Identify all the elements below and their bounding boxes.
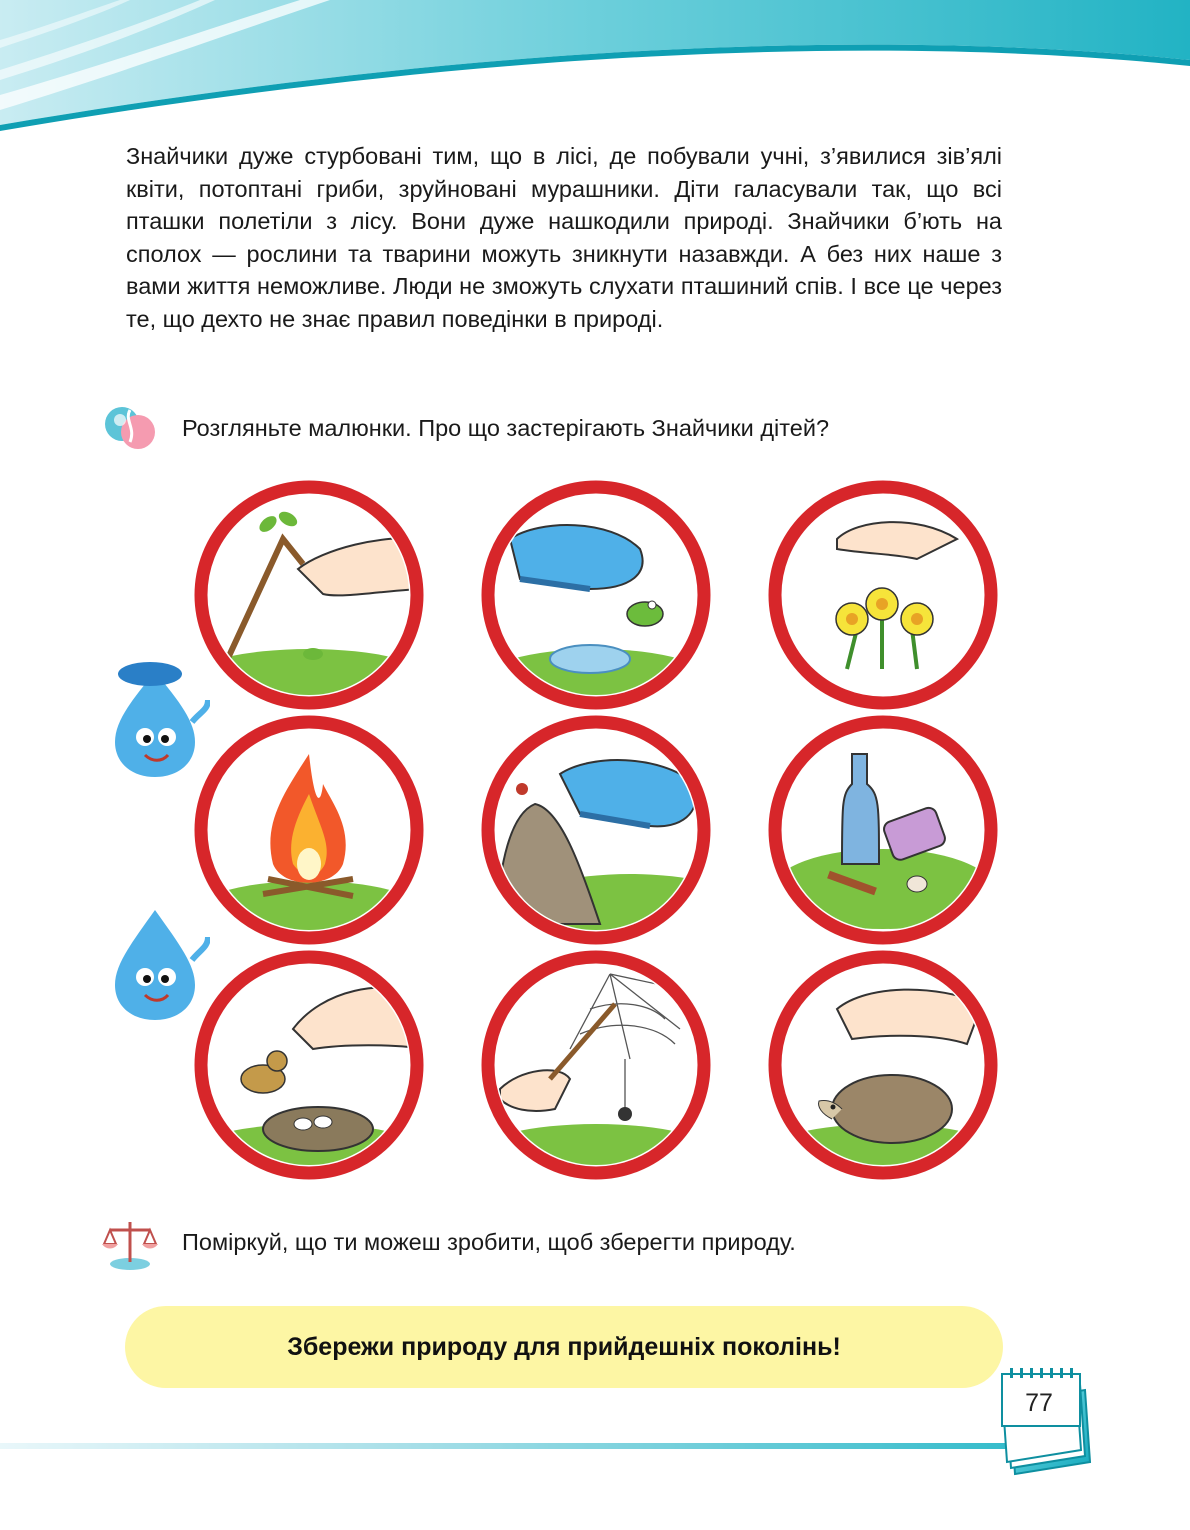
sign-campfire xyxy=(193,714,425,946)
sign-picking-flowers xyxy=(767,479,999,711)
page-number-badge xyxy=(990,1362,1094,1482)
stepping-on-frog-icon xyxy=(480,479,712,711)
scales-icon xyxy=(100,1212,160,1272)
water-drop-mascot-waving xyxy=(100,895,210,1025)
sign-breaking-branch xyxy=(193,479,425,711)
sign-touching-hedgehog xyxy=(767,949,999,1181)
header-wave-decoration xyxy=(0,0,1190,135)
touching-bird-nest-icon xyxy=(193,949,425,1181)
water-drop-mascot-hat xyxy=(100,652,210,782)
eye-drops-icon xyxy=(100,398,160,458)
campfire-icon xyxy=(193,714,425,946)
task-think-text: Поміркуй, що ти можеш зробити, щоб зберегти природу. xyxy=(182,1228,796,1255)
task-think xyxy=(100,1212,796,1272)
footer-line xyxy=(0,1443,1010,1449)
picking-flowers-icon xyxy=(767,479,999,711)
task-look-at-pictures xyxy=(100,398,829,458)
sign-stepping-on-anthill xyxy=(480,714,712,946)
destroying-spider-web-icon xyxy=(480,949,712,1181)
intro-paragraph: Знайчики дуже стурбовані тим, що в лісі, де побували учні, з’явилися зів’ялі квіти, потоптані гриби, зруйновані мурашники. Діти галасували так, що всі пташки полетіли з лісу. Вони дуже нашкодили природі. Знайчики б’ють на сполох — рослини та тварини можуть зникнути назавжди. А без них наше з вами життя неможливе. Люди не зможуть слухати пташиний спів. І все це через те, що дехто не знає правил поведінки в природі. xyxy=(126,143,1002,332)
touching-hedgehog-icon xyxy=(767,949,999,1181)
stepping-on-anthill-icon xyxy=(480,714,712,946)
slogan-banner: Збережи природу для прийдешніх поколінь! xyxy=(125,1306,1003,1388)
sign-stepping-on-frog xyxy=(480,479,712,711)
litter-icon xyxy=(767,714,999,946)
sign-destroying-spider-web xyxy=(480,949,712,1181)
task-look-text: Розгляньте малюнки. Про що застерігають Знайчики дітей? xyxy=(182,414,830,441)
sign-touching-bird-nest xyxy=(193,949,425,1181)
breaking-branch-icon xyxy=(193,479,425,711)
page-number: 77 xyxy=(1025,1389,1053,1417)
sign-litter xyxy=(767,714,999,946)
